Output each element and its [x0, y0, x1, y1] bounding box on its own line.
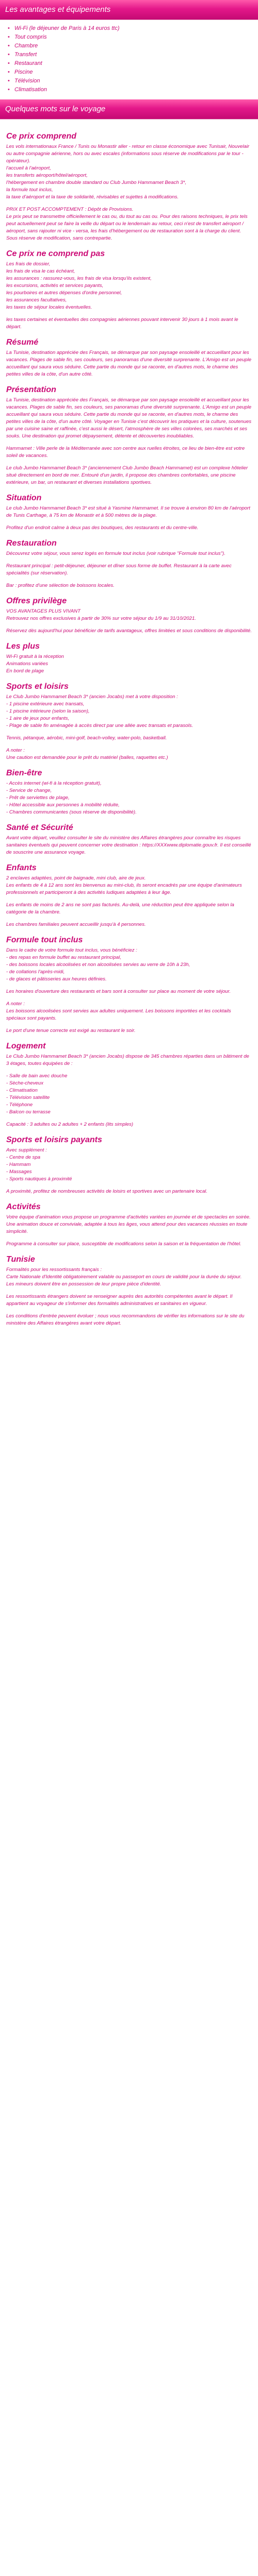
text-line: les excursions, activités et services payants,: [6, 283, 104, 289]
section-paragraph: [6, 349, 252, 378]
text-line: - Chambres communicantes (sous réserve de disponibilité).: [6, 809, 137, 815]
section-paragraph: [6, 582, 252, 589]
section-heading: Ce prix ne comprend pas: [6, 249, 105, 258]
bullet-icon: •: [8, 34, 10, 40]
text-line: - Accès internet (wi-fi à la réception gratuit),: [6, 781, 102, 786]
text-line: Les enfants de 4 à 12 ans sont les bienvenus au mini-club, ils seront encadrés par une équipe d'animateurs professionnels et participeront à des activités ludiques adaptées à leur âge.: [6, 883, 242, 895]
text-line: les assurances facultatives,: [6, 297, 67, 303]
text-line: - des repas en formule buffet au restaurant principal,: [6, 955, 121, 960]
advantage-item: • Wi-Fi (le déjeuner de Paris à 14 euros ttc): [0, 24, 258, 33]
text-line: - Plage de sable fin aménagée à accès direct par une allée avec transats et parasols.: [6, 723, 194, 728]
section-paragraph: [6, 143, 252, 201]
text-line: Hammamet : Ville perle de la Méditerranée avec son centre aux ruelles étroites, ce lieu de bien-être est votre soleil de vacances.: [6, 446, 245, 459]
section-heading: Restauration: [6, 539, 57, 548]
text-line: Formalités pour les ressortissants français :: [6, 1267, 102, 1273]
text-line: Tennis, pétanque, aérobic, mini-golf, beach-volley, water-polo, basketball.: [6, 735, 167, 741]
text-line: les assurances : rassurez-vous, les frais de visa lorsqu'ils existent,: [6, 276, 152, 281]
section-paragraph: [6, 735, 252, 742]
text-line: - Balcon ou terrasse: [6, 1109, 51, 1115]
text-line: VOS AVANTAGES PLUS VIVANT: [6, 608, 80, 614]
text-line: Les boissons alcoolisées sont servies aux adultes uniquement. Les boissons importées et les cocktails spéciaux sont payants.: [6, 1008, 231, 1021]
text-line: Le Club Jumbo Hammamet Beach 3* (ancien Jocabs) dispose de 345 chambres réparties dans un bâtiment de 3 étages, toutes équipées de :: [6, 1054, 249, 1066]
text-line: 2 enclaves adaptées, point de baignade, mini club, aire de jeux.: [6, 875, 146, 881]
section-paragraph: [6, 608, 252, 622]
text-line: Les enfants de moins de 2 ans ne sont pas facturés. Au-delà, une réduction peut être appliquée selon la catégorie de la chambre.: [6, 902, 234, 915]
quick-info-banner: [0, 99, 258, 120]
section-paragraph: [6, 445, 252, 460]
text-line: les frais de visa le cas échéant,: [6, 268, 75, 274]
section-heading: Santé et Sécurité: [6, 823, 73, 832]
text-line: - Hammam: [6, 1162, 31, 1167]
text-line: Les vols internationaux France / Tunis ou Monastir aller - retour en classe économique avec Tunisair, Nouvelair ou autre compagnie aérienne, hors ou avec escales (informations sous réserve de modifications par le tour - opérateur).: [6, 144, 250, 164]
advantage-item: • Piscine: [0, 68, 258, 77]
text-line: Votre équipe d'animation vous propose un programme d'activités variées en journée et de spectacles en soirée.: [6, 1214, 251, 1220]
section-heading: Formule tout inclus: [6, 936, 83, 944]
text-line: Le port d'une tenue correcte est exigé au restaurant le soir.: [6, 1028, 136, 1033]
text-line: La Tunisie, destination appréciée des Français, se démarque par son paysage ensoleillé et accueillant pour les vacances. Plages de sable fin, ses couleurs, ses panoramas d'une diversité surprenante. L'Amigo est un peuple accueillant qui saura vous séduire. Cette partie du monde qui se raconte, en d'autres mots, le charme des petites villes de la côte, d'un autre côté.: [6, 350, 252, 377]
section-heading: Sports et loisirs: [6, 682, 69, 691]
section-heading: Logement: [6, 1042, 46, 1050]
section-heading: Bien-être: [6, 769, 42, 777]
text-line: Carte Nationale d'Identité obligatoirement valable ou passeport en cours de validité pour la durée du séjour.: [6, 1274, 242, 1280]
text-line: En bord de plage: [6, 668, 44, 674]
advantage-item: • Transfert: [0, 50, 258, 59]
quick-info-title: Quelques mots sur le voyage: [5, 105, 106, 113]
section-paragraph: [6, 1053, 252, 1067]
bullet-icon: •: [8, 69, 10, 75]
section-paragraph: [6, 316, 252, 331]
text-line: Les horaires d'ouverture des restaurants et bars sont à consulter sur place au moment de votre séjour.: [6, 989, 231, 994]
section-paragraph: [6, 1147, 252, 1183]
text-line: A noter :: [6, 1001, 25, 1007]
section-paragraph: [6, 947, 252, 983]
advantage-item: • Télévision: [0, 77, 258, 86]
text-line: Les ressortissants étrangers doivent se renseigner auprès des autorités compétentes avant le départ. Il appartient au voyageur de s'informer des formalités administratives et sanitaires en vigueur.: [6, 1294, 233, 1307]
text-line: - des boissons locales alcoolisées et non alcoolisées servies au verre de 10h à 23h,: [6, 962, 190, 968]
text-line: - Télévision satellite: [6, 1095, 50, 1100]
text-line: les taxes de séjour locales éventuelles.: [6, 304, 92, 310]
advantages-title: Les avantages et équipements: [5, 5, 111, 14]
bullet-icon: •: [8, 52, 10, 58]
text-line: Profitez d'un endroit calme à deux pas des boutiques, des restaurants et du centre-ville.: [6, 525, 199, 531]
advantage-item: • Tout compris: [0, 33, 258, 42]
section-paragraph: [6, 261, 252, 311]
text-line: Dans le cadre de votre formule tout inclus, vous bénéficiez :: [6, 947, 137, 953]
text-line: - 1 piscine extérieure avec transats,: [6, 701, 85, 707]
section-heading: Ce prix comprend: [6, 132, 77, 141]
advantages-list: [0, 20, 258, 99]
text-line: - de glaces et pâtisseries aux heures définies.: [6, 976, 107, 982]
text-line: Capacité : 3 adultes ou 2 adultes + 2 enfants (lits simples): [6, 1122, 134, 1127]
text-line: - de collations l'après-midi,: [6, 969, 65, 975]
text-line: - Sports nautiques à proximité: [6, 1176, 72, 1182]
section-paragraph: [6, 747, 252, 761]
section-paragraph: [6, 653, 252, 675]
section-paragraph: [6, 693, 252, 730]
text-line: - Centre de spa: [6, 1155, 41, 1160]
section-paragraph: [6, 1001, 252, 1022]
text-line: Les chambres familiales peuvent accueillir jusqu'à 4 personnes.: [6, 922, 146, 927]
section-paragraph: [6, 988, 252, 995]
text-line: Les frais de dossier,: [6, 261, 51, 267]
text-line: Le Club Jumbo Hammamet Beach 3* (ancien Jocabs) met à votre disposition :: [6, 694, 178, 700]
text-line: les taxes certaines et éventuelles des compagnies aériennes pouvant intervenir 30 jours à 1 mois avant le départ.: [6, 317, 238, 330]
bullet-icon: •: [8, 60, 10, 66]
text-line: - Hôtel accessible aux personnes à mobilité réduite,: [6, 802, 120, 808]
section-paragraph: [6, 835, 252, 856]
advantages-banner: [0, 0, 258, 20]
section-heading: Les plus: [6, 642, 40, 651]
text-line: PRIX ET POST ACCOMPTEMENT : Dépôt de Provisions.: [6, 207, 134, 212]
section-paragraph: [6, 206, 252, 242]
section-heading: Sports et loisirs payants: [6, 1136, 102, 1144]
section-heading: Offres privilège: [6, 597, 67, 605]
section-paragraph: [6, 505, 252, 519]
section-paragraph: [6, 563, 252, 577]
text-line: La Tunisie, destination appréciée des Français, se démarque par son paysage ensoleillé et accueillant pour les vacances. Plages de sable fin, ses couleurs, ses panoramas d'une diversité surprenante. L'Amigo est un peuple accueillant qui saura vous séduire. Cette partie du monde qui se raconte, en d'autres mots, le charme des petites villes de la côte, d'un autre côté. Voyager en Tunisie c'est découvrir les pratiques et la culture, soutenues par une cuisine saine et raffinée, c'est aussi le désert, l'atmosphère de ses villes colorées, ses marchés et ses souks. Une destination qui promet dépaysement, détente et découvertes inoubliables.: [6, 397, 252, 439]
bullet-icon: •: [8, 87, 10, 93]
text-line: - Téléphone: [6, 1102, 33, 1108]
text-line: - 1 aire de jeux pour enfants,: [6, 716, 70, 721]
section-heading: Situation: [6, 494, 42, 502]
section-paragraph: [6, 465, 252, 486]
section-paragraph: [6, 780, 252, 816]
advantage-item: • Chambre: [0, 42, 258, 50]
section-paragraph: [6, 628, 252, 635]
section-paragraph: [6, 1188, 252, 1195]
text-line: - Climatisation: [6, 1088, 38, 1093]
text-line: l'accueil à l'aéroport,: [6, 165, 51, 171]
text-line: Le prix peut se transmettre officiellement le cas ou, du tout au cas ou. Pour des raisons techniques, le prix tels peut actuellement peut se faire la veille du départ ou le lendemain au retour, ceci n'est de transfert aéroport / aéroport, sans rajouter ni vice - versa, les frais d'hébergement ou de restauration sont à la charge du client. Sous réserve de modification, sans contrepartie.: [6, 214, 248, 241]
text-line: - Sèche-cheveux: [6, 1080, 43, 1086]
text-line: Une caution est demandée pour le prêt du matériel (balles, raquettes etc.): [6, 755, 168, 760]
text-line: - Salle de bain avec douche: [6, 1073, 68, 1079]
text-line: Les conditions d'entrée peuvent évoluer ; nous vous recommandons de vérifier les informations sur le site du ministère des Affaires étrangères avant votre départ.: [6, 1313, 245, 1326]
text-line: Animations variées: [6, 661, 49, 667]
section-heading: Enfants: [6, 863, 37, 872]
text-line: - Prêt de serviettes de plage,: [6, 795, 70, 801]
bullet-icon: •: [8, 78, 10, 84]
section-paragraph: [6, 1121, 252, 1128]
section-paragraph: [6, 1027, 252, 1035]
text-line: Bar : profitez d'une sélection de boissons locales.: [6, 583, 115, 588]
text-line: Les mineurs doivent être en possession de leur propre pièce d'identité.: [6, 1281, 162, 1287]
section-heading: Présentation: [6, 385, 56, 394]
text-line: Avant votre départ, veuillez consulter le site du ministère des Affaires étrangères pour connaître les risques sanitaires éventuels qui peuvent concerner votre destination : https://XXXwww.diplomatie.gouv.fr. Il est conseillé de souscrire une assurance voyage.: [6, 835, 251, 855]
text-line: Une animation douce et conviviale, adaptée à tous les âges, vous attend pour des vacances réussies en toute simplicité.: [6, 1222, 248, 1234]
trip-details: [0, 120, 258, 1343]
text-line: Découvrez votre séjour, vous serez logés en formule tout inclus (voir rubrique "Formule tout inclus").: [6, 551, 225, 556]
text-line: Réservez dès aujourd'hui pour bénéficier de tarifs avantageux, offres limitées et sous conditions de disponibilité.: [6, 628, 252, 634]
section-paragraph: [6, 397, 252, 440]
text-line: les pourboires et autres dépenses d'ordre personnel,: [6, 290, 122, 296]
text-line: - 1 piscine intérieure (selon la saison),: [6, 708, 90, 714]
section-heading: Résumé: [6, 338, 39, 347]
section-paragraph: [6, 1313, 252, 1327]
bullet-icon: •: [8, 25, 10, 31]
text-line: l'hébergement en chambre double standard ou Club Jumbo Hammamet Beach 3*,: [6, 180, 187, 185]
text-line: - Service de change,: [6, 788, 52, 793]
text-line: les transferts aéroport/hôtel/aéroport,: [6, 173, 88, 178]
text-line: A noter :: [6, 748, 25, 753]
text-line: la taxe d'aéroport et la taxe de solidarité, révisables et sujettes à modifications.: [6, 194, 179, 200]
section-paragraph: [6, 1073, 252, 1116]
section-paragraph: [6, 1266, 252, 1288]
section-paragraph: [6, 524, 252, 532]
text-line: Le club Jumbo Hammamet Beach 3* (anciennement Club Jumbo Beach Hammamet) est un complexe hôtelier situé directement en bord de mer. Entouré d'un jardin, il propose des chambres confortables, une piscine extérieure, un bar, un restaurant et diverses installations sportives.: [6, 465, 248, 485]
text-line: Le club Jumbo Hammamet Beach 3* est situé à Yasmine Hammamet. Il se trouve à environ 80 km de l'aéroport de Tunis Carthage, à 75 km de Monastir et à 500 mètres de la plage.: [6, 505, 250, 518]
section-paragraph: [6, 921, 252, 928]
text-line: A proximité, profitez de nombreuses activités de loisirs et sportives avec un partenaire local.: [6, 1189, 207, 1194]
advantage-item: • Restaurant: [0, 59, 258, 68]
section-paragraph: [6, 1214, 252, 1235]
section-paragraph: [6, 550, 252, 557]
text-line: Retrouvez nos offres exclusives à partir de 30% sur votre séjour du 1/9 au 31/10/2021.: [6, 616, 196, 621]
text-line: Programme à consulter sur place, susceptible de modifications selon la saison et la fréquentation de l'hôtel.: [6, 1241, 241, 1247]
section-paragraph: [6, 1293, 252, 1308]
section-heading: Tunisie: [6, 1255, 35, 1264]
section-paragraph: [6, 902, 252, 916]
section-paragraph: [6, 875, 252, 896]
section-heading: Activités: [6, 1202, 41, 1211]
text-line: Restaurant principal : petit-déjeuner, déjeuner et dîner sous forme de buffet. Restaurant à la carte avec spécialités (sur réservation).: [6, 563, 232, 576]
section-paragraph: [6, 1241, 252, 1248]
text-line: la formule tout inclus,: [6, 187, 53, 193]
bullet-icon: •: [8, 43, 10, 49]
text-line: Avec supplément :: [6, 1147, 47, 1153]
advantage-item: • Climatisation: [0, 86, 258, 94]
text-line: Wi-Fi gratuit à la réception: [6, 654, 64, 659]
text-line: - Massages: [6, 1169, 32, 1175]
